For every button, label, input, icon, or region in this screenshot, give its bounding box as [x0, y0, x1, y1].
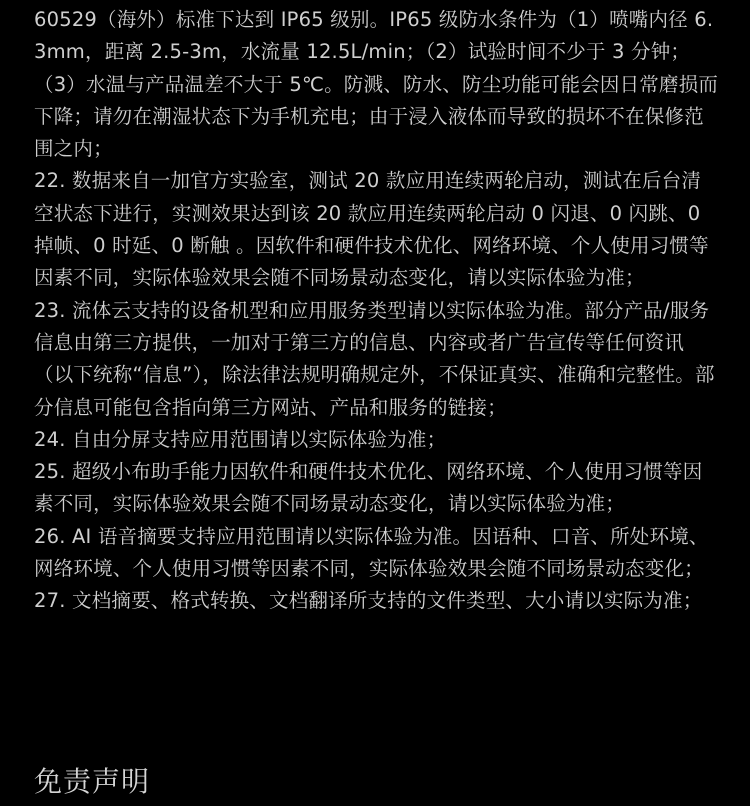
footnote-22: 22. 数据来自一加官方实验室，测试 20 款应用连续两轮启动，测试在后台清空状态下进行，实测效果达到该 20 款应用连续两轮启动 0 闪退、0 闪跳、0 掉帧、0 时延、0 断触 。因软件和硬件技术优化、网络环境、个人使用习惯等因素不同，实际体验效果会随不同场景动态变化，请以实际体验为准；: [34, 169, 709, 290]
footnotes-list: [34, 4, 720, 618]
footnote-ip65: 60529（海外）标准下达到 IP65 级别。IP65 级防水条件为（1）喷嘴内径 6.3mm，距离 2.5-3m，水流量 12.5L/min；（2）试验时间不少于 3 分钟；（3）水温与产品温差不大于 5℃。防溅、防水、防尘功能可能会因日常磨损而下降；请勿在潮湿状态下为手机充电；由于浸入液体而导致的损坏不在保修范围之内；: [34, 8, 719, 161]
footnote-25: 25. 超级小布助手能力因软件和硬件技术优化、网络环境、个人使用习惯等因素不同，实际体验效果会随不同场景动态变化，请以实际体验为准；: [34, 460, 703, 516]
footnote-27: 27. 文档摘要、格式转换、文档翻译所支持的文件类型、大小请以实际为准；: [34, 589, 703, 613]
footnote-23: 23. 流体云支持的设备机型和应用服务类型请以实际体验为准。部分产品/服务信息由第三方提供，一加对于第三方的信息、内容或者广告宣传等任何资讯（以下统称“信息”），除法律法规明确规定外，不保证真实、准确和完整性。部分信息可能包含指向第三方网站、产品和服务的链接；: [34, 298, 715, 419]
disclaimer-heading: 免责声明: [34, 765, 151, 798]
footnote-24: 24. 自由分屏支持应用范围请以实际体验为准；: [34, 427, 447, 451]
footnote-26: 26. AI 语音摘要支持应用范围请以实际体验为准。因语种、口音、所处环境、网络环境、个人使用习惯等因素不同，实际体验效果会随不同场景动态变化；: [34, 524, 709, 581]
